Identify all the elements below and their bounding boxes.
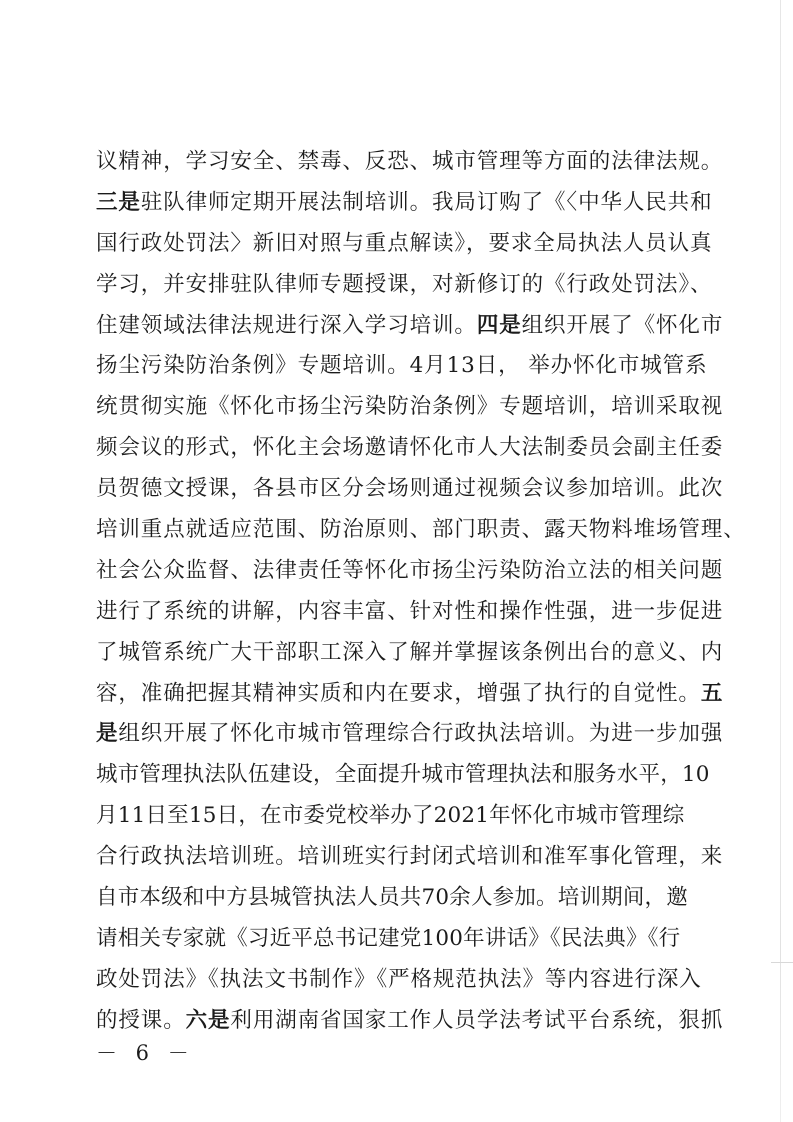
text-segment: 城市管理执法队伍建设，全面提升城市管理执法和服务水平，10: [96, 762, 710, 788]
text-line: [96, 306, 724, 347]
text-segment: 的授课。: [96, 1007, 186, 1033]
text-segment: 进行了系统的讲解，内容丰富、针对性和操作性强，进一步促进: [96, 598, 724, 624]
text-segment: 住建领域法律法规进行深入学习培训。: [96, 312, 477, 338]
text-segment: 组织开展了《怀化市: [521, 312, 724, 338]
text-line: [96, 510, 746, 551]
text-segment: 合行政执法培训班。培训班实行封闭式培训和准军事化管理，来: [96, 844, 724, 870]
text-line: [96, 714, 724, 755]
text-line: [96, 142, 724, 183]
text-segment: 请相关专家就《习近平总书记建党100年讲话》《民法典》《行: [96, 925, 681, 951]
emphasis-marker: 四是: [476, 312, 522, 338]
text-segment: 扬尘污染防治条例》专题培训。4月13日， 举办怀化市城管系: [96, 353, 708, 379]
text-line: [96, 592, 724, 633]
text-line: [96, 387, 724, 428]
text-segment: 社会公众监督、法律责任等怀化市扬尘污染防治立法的相关问题: [96, 557, 724, 583]
text-segment: 组织开展了怀化市城市管理综合行政执法培训。为进一步加强: [118, 721, 724, 747]
text-segment: 学习，并安排驻队律师专题授课，对新修订的《行政处罚法》、: [96, 271, 713, 297]
text-segment: 驻队律师定期开展法制培训。我局订购了《〈中华人民共和: [140, 189, 713, 215]
text-segment: 频会议的形式，怀化主会场邀请怀化市人大法制委员会副主任委: [96, 435, 724, 461]
text-line: [96, 960, 702, 1001]
text-line: [96, 265, 713, 306]
text-line: [96, 551, 724, 592]
text-segment: 政处罚法》《执法文书制作》《严格规范执法》等内容进行深入: [96, 966, 702, 992]
text-line: [96, 878, 696, 919]
text-line: [96, 346, 708, 387]
text-line: [96, 755, 710, 796]
emphasis-marker: 六是: [185, 1007, 231, 1033]
text-segment: 容，准确把握其精神实质和内在要求，增强了执行的自觉性。: [96, 680, 701, 706]
text-line: [96, 674, 724, 715]
text-segment: 统贯彻实施《怀化市扬尘污染防治条例》专题培训，培训采取视: [96, 394, 724, 420]
scan-edge-tick: [771, 962, 793, 963]
text-segment: 员贺德文授课，各县市区分会场则通过视频会议参加培训。此次: [96, 476, 724, 502]
text-line: [96, 224, 713, 265]
text-segment: 自市本级和中方县城管执法人员共70余人参加。培训期间，邀: [96, 885, 688, 911]
text-line: [96, 796, 696, 837]
text-segment: 月11日至15日，在市委党校举办了2021年怀化市城市管理综: [96, 803, 685, 829]
text-segment: 培训重点就适应范围、防治原则、部门职责、露天物料堆场管理、: [96, 517, 746, 543]
emphasis-marker: 是: [96, 721, 119, 747]
text-segment: 利用湖南省国家工作人员学法考试平台系统，狠抓: [230, 1007, 724, 1033]
text-line: [96, 837, 724, 878]
text-line: [96, 633, 724, 674]
text-segment: 国行政处罚法〉新旧对照与重点解读》，要求全局执法人员认真: [96, 230, 713, 256]
text-line: [96, 428, 724, 469]
page-number: － 6 －: [96, 1041, 195, 1065]
text-line: [96, 469, 724, 510]
emphasis-marker: 三是: [96, 189, 141, 215]
text-segment: 了城管系统广大干部职工深入了解并掌握该条例出台的意义、内: [96, 639, 724, 665]
text-line: [96, 1001, 724, 1042]
text-line: [96, 183, 713, 224]
emphasis-marker: 五: [700, 680, 724, 706]
text-segment: 议精神，学习安全、禁毒、反恐、城市管理等方面的法律法规。: [96, 149, 724, 174]
text-line: [96, 919, 696, 960]
scan-edge-line: [780, 0, 781, 1122]
document-body: [96, 142, 746, 1042]
